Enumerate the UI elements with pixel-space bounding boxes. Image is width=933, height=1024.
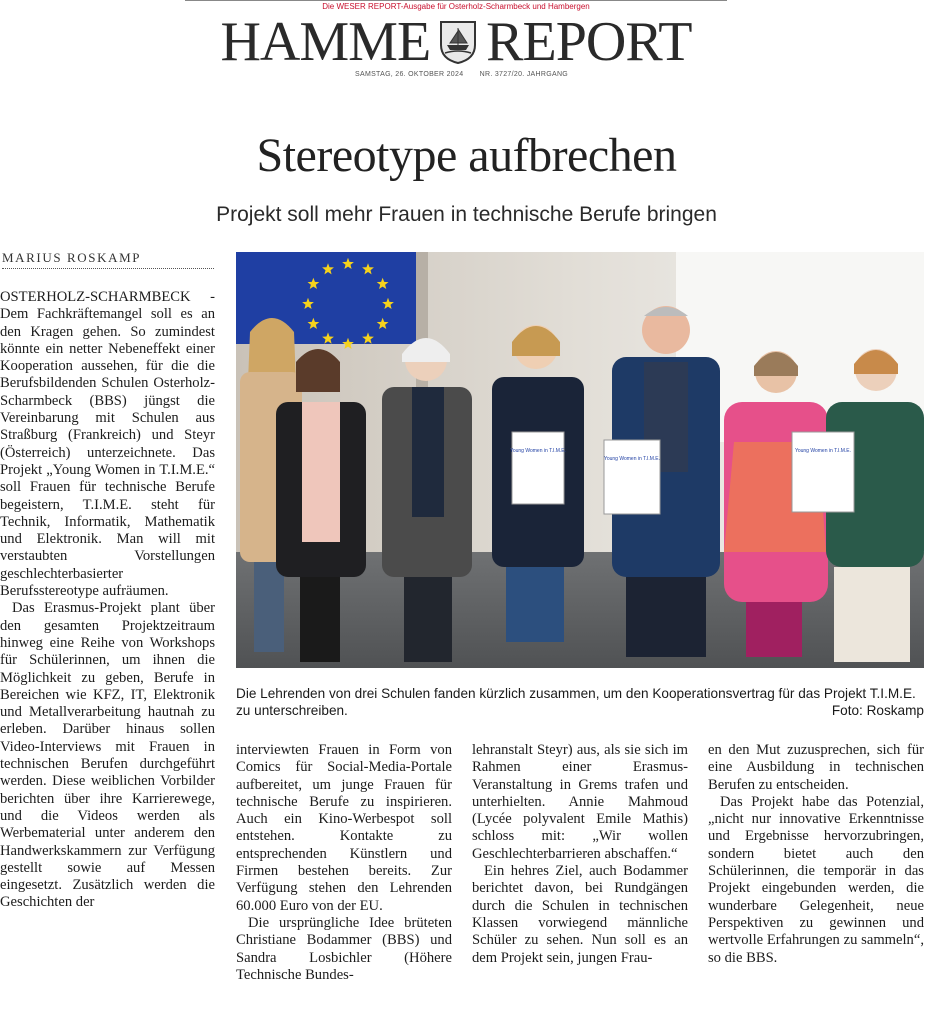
- crest-icon: [438, 19, 478, 65]
- article-column-4: [708, 742, 924, 967]
- masthead-name-left: HAMME: [220, 11, 431, 73]
- document-title: Young Women in T.I.M.E.: [794, 448, 852, 454]
- masthead-name-right: REPORT: [486, 11, 692, 73]
- paragraph: en den Mut zuzusprechen, sich für eine Ausbildung in technischen Berufen zu entscheiden.: [708, 742, 924, 793]
- masthead: [185, 12, 727, 72]
- photo-credit: Foto: Roskamp: [831, 702, 924, 718]
- article-headline: Stereotype aufbrechen: [256, 129, 677, 182]
- paragraph: OSTERHOLZ-SCHARMBECK - Dem Fachkräftemangel soll es an den Kragen gehen. So zumindest könnte ein netter Nebeneffekt einer Kooperation aussehen, für die die Berufsbildenden Schulen Osterholz-Scharmbeck (BBS) jüngst die Vereinbarung mit Schulen aus Straßburg (Frankreich) und Steyr (Österreich) unterzeichnete. Das Projekt „Young Women in T.I.M.E.“ soll Frauen für technische Berufe begeistern, T.I.M.E. steht für Technik, Informatik, Mathematik und Elektronik. Man will mit verstaubten Vorstellungen geschlechterbasierter Berufsstereotype aufräumen.: [0, 289, 215, 600]
- paragraph: lehranstalt Steyr) aus, als sie sich im Rahmen einer Erasmus-Veranstaltung in Grems trafen und unterhielten. Annie Mahmoud (Lycée polyvalent Emile Mathis) schloss mit: „Wir wollen Geschlechterbarrieren abschaffen.“: [472, 742, 688, 862]
- issue-number: NR. 3727/20. JAHRGANG: [479, 71, 569, 78]
- issue-date: SAMSTAG, 26. OKTOBER 2024: [355, 71, 464, 78]
- byline: MARIUS ROSKAMP: [2, 250, 214, 269]
- document-title: Young Women in T.I.M.E.: [603, 456, 661, 462]
- caption-text: Die Lehrenden von drei Schulen fanden kürzlich zusammen, um den Kooperationsvertrag für das Projekt T.I.M.E. zu unterschreiben.: [236, 686, 916, 718]
- article-column-3: [472, 742, 688, 967]
- paragraph: Das Projekt habe das Potenzial, „nicht nur innovative Erkenntnisse und Ergebnisse hervorzubringen, sondern bietet auch den Schülerinnen, die temporär in das Projekt eingebunden werden, die wunderbare Gelegenheit, neue Perspektiven zu gewinnen und wertvolle Erfahrungen zu sammeln“, so die BBS.: [708, 793, 924, 966]
- document-title: Young Women in T.I.M.E.: [509, 448, 567, 454]
- masthead-tagline: Die WESER REPORT-Ausgabe für Osterholz-Scharmbeck und Hambergen: [185, 0, 727, 13]
- article-subheadline: Projekt soll mehr Frauen in technische Berufe bringen: [216, 203, 717, 226]
- masthead-meta: [355, 71, 582, 78]
- paragraph: Die ursprüngliche Idee brüteten Christiane Bodammer (BBS) und Sandra Losbichler (Höhere Technische Bundes-: [236, 914, 452, 983]
- article-column-2: [236, 742, 452, 984]
- article-photo: [236, 252, 924, 668]
- paragraph: Das Erasmus-Projekt plant über den gesamten Projektzeitraum hinweg eine Reihe von Workshops für Schülerinnen, um ihnen die Möglichkeit zu geben, Berufe in Bereichen wie KFZ, IT, Elektronik und Metallverarbeitung hautnah zu erleben. Darüber hinaus sollen Video-Interviews mit Frauen in technischen Berufen durchgeführt werden. Diese weiblichen Vorbilder berichten über ihre Karrierewege, und die Videos werden als Werbematerial unter anderem den Handwerkskammern zur Verfügung gestellt sowie auf Messen eingesetzt. Zusätzlich werden die Geschichten der: [0, 600, 215, 911]
- paragraph: interviewten Frauen in Form von Comics für Social-Media-Portale aufbereitet, um junge Frauen für technische Berufe zu inspirieren. Auch ein Kino-Werbespot soll entstehen. Kontakte zu entsprechenden Künstlern und Firmen bestehen bereits. Zur Verfügung stehen den Lehrenden 60.000 Euro von der EU.: [236, 742, 452, 914]
- paragraph: Ein hehres Ziel, auch Bodammer berichtet davon, bei Rundgängen durch die Schulen in technischen Klassen vorwiegend männliche Schüler zu sehen. Nun soll es an dem Projekt sein, jungen Frau-: [472, 863, 688, 966]
- photo-caption: [236, 686, 924, 719]
- article-column-1: [0, 289, 215, 912]
